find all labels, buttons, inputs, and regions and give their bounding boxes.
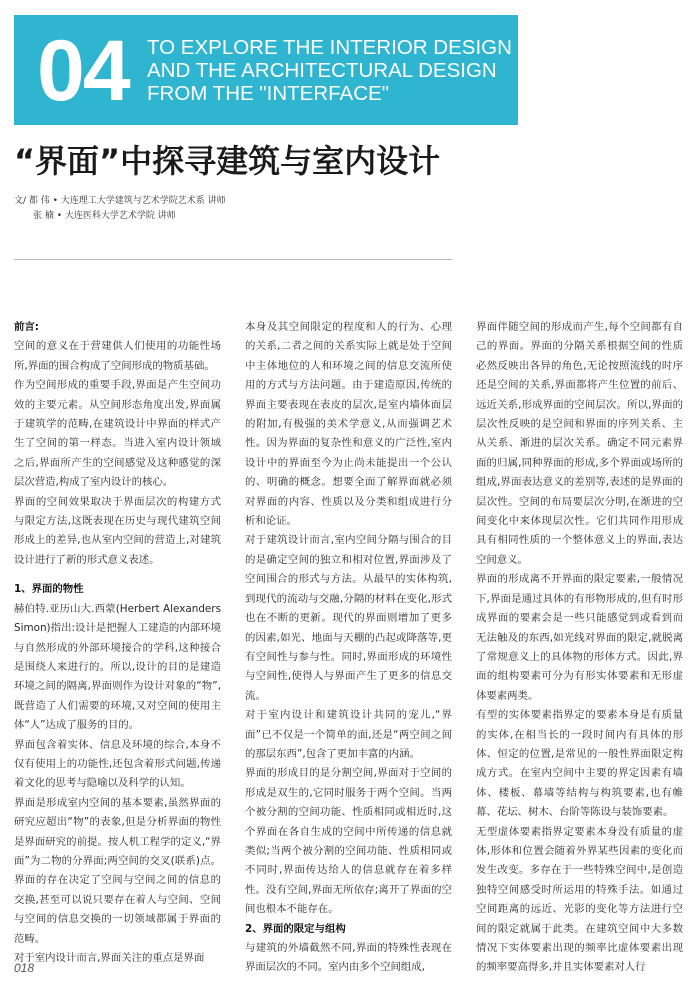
chinese-title: “界面”中探寻建筑与室内设计 bbox=[14, 142, 441, 180]
paragraph: 对于建筑设计而言,室内空间分隔与围合的目的是确定空间的独立和相对位置,界面涉及了空间围合的形式与方法。从最早的实体构筑,到现代的流动与交融,分隔的材料在变化,形式也在不断的更新。现代的界面则增加了更多的因素,如光、地面与天棚的凸起或降落等,更有空间性与参与性。同时,界面形成的环境性与空间性,使得人与界面产生了更多的信息交流。 bbox=[245, 534, 452, 702]
title-banner bbox=[14, 15, 518, 125]
paragraph: 界面的形成目的是分割空间,界面对于空间的形成是双生的,它同时服务于两个空间。当两个被分割的空间功能、性质相同或相近时,这个界面在各自生成的空间中所传递的信息就类似;当两个被分割的空间功能、性质相同或不同时,界面传达给人的信息就存在着多样性。没有空间,界面无所依存;离开了界面的空间也根本不能存在。 bbox=[245, 767, 452, 916]
paragraph: 无型虚体要素指界定要素本身没有质量的虚体,形体和位置会随着外界某些因素的变化而发生改变。多存在于一些特殊空间中,是创造独特空间感受时所运用的特殊手法。如通过空间距离的远近、光影的变化等方法进行空间的限定就属于此类。在建筑空间中大多数情况下实体要素出现的频率比虚体要素出现的频率要高得多,并且实体要素对人行 bbox=[476, 825, 683, 974]
english-title-line: AND THE ARCHITECTURAL DESIGN bbox=[147, 59, 497, 82]
paragraph: 界面伴随空间的形成而产生,每个空间都有自己的界面。界面的分隔关系根据空间的性质必然反映出各异的角色,无论按照流线的时序还是空间的关系,界面都将产生位置的前后、远近关系,形成界面的空间层次。所以,界面的层次性反映的是空间和界面的序列关系、主从关系、渐进的层次关系。确定不同元素界面的归属,同种界面的形成,多个界面或场所的组成,界面表达意义的差别等,表述的是界面的层次性。空间的布局要层次分明,在渐进的空间变化中来体现层次性。它们共同作用形成具有相同性质的一个整体意义上的界面,表达空间意义。 bbox=[476, 321, 683, 566]
paragraph: 界面包含着实体、信息及环境的综合,本身不仅有使用上的功能性,还包含着形式问题,传递着文化的思考与隐喻以及科学的认知。 bbox=[14, 738, 221, 790]
paragraph: 本身及其空间限定的程度和人的行为、心理的关系,二者之间的关系实际上就是处于空间中主体地位的人和环境之间的信息交流所使用的方式与方法问题。由于建造原因,传统的界面主要表现在表皮的层次,是室内墙体面层的附加,有极强的美术学意义,从而强调艺术性。因为界面的复杂性和意义的广泛性,室内设计中的界面至今为止尚未能提出一个公认的、明确的概念。想要全面了解界面就必须对界面的内容、性质以及分类和组成进行分析和论证。 bbox=[245, 321, 452, 528]
intro-heading: 前言: bbox=[14, 321, 39, 333]
page-number: 018 bbox=[14, 961, 35, 975]
paragraph: 界面的形成离不开界面的限定要素,一般情况下,界面是通过具体的有形物形成的,但有时形成界面的要素会是一些只能感觉到或看到而无法触及的东西,如光线对界面的限定,就脱离了常规意义上的具体物的形体方式。因此,界面的组构要素可分为有形实体要素和无形虚体要素两类。 bbox=[476, 573, 683, 702]
paragraph: 赫伯特.亚历山大.西蒙(Herbert Alexanders Simon)指出:设计是把握人工建造的内部环境与自然形成的外部环境接合的学科,这种接合是围绕人来进行的。所以,设计的目的是建造环境之间的隔离,界面则作为设计对象的“物”,既营造了人们需要的环境,又对空间的使用主体“人”达成了服务的目的。 bbox=[14, 602, 221, 732]
author-credits bbox=[14, 194, 226, 224]
paragraph: 对于室内设计而言,界面关注的重点是界面 bbox=[14, 952, 205, 964]
divider-line bbox=[14, 259, 452, 260]
section-heading: 1、界面的物性 bbox=[14, 583, 84, 596]
paragraph: 空间的意义在于营建供人们使用的功能性场所,界面的围合构成了空间形成的物质基础。 bbox=[14, 340, 221, 372]
paragraph: 对于室内设计和建筑设计共同的宠儿,“界面”已不仅是一个简单的面,还是“两空间之间的那层东西”,包含了更加丰富的内涵。 bbox=[245, 709, 452, 760]
paragraph: 作为空间形成的重要手段,界面是产生空间功效的主要元素。从空间形态角度出发,界面属于建筑学的范畴,在建筑设计中界面的样式产生了空间的第一样态。当进入室内设计领域之后,界面所产生的空间感觉及这种感觉的深层次营造,构成了室内设计的核心。 bbox=[14, 379, 221, 489]
text-column-1 bbox=[14, 318, 221, 968]
paragraph: 界面是形成室内空间的基本要素,虽然界面的研究应超出“物”的表象,但是分析界面的物性是界面研究的前提。按人机工程学的定义,“界面”为二物的分界面;两空间的交叉(联系)点。界面的存在决定了空间与空间之间的信息的交换,甚至可以说只要存在着人与空间、空间与空间的信息交换的一切领域都属于界面的范畴。 bbox=[14, 796, 221, 945]
paragraph: 与建筑的外墙截然不同,界面的特殊性表现在界面层次的不同。室内由多个空间组成, bbox=[245, 942, 452, 974]
paragraph: 有型的实体要素指界定的要素本身是有质量的实体,在相当长的一段时间内有具体的形体、恒定的位置,是常见的一般性界面限定构成方式。在室内空间中主要的界定因素有墙体、楼板、幕墙等结构与构筑要素,也有帷幕、花坛、树木、台阶等陈设与装饰要素。 bbox=[476, 709, 683, 819]
english-title-line: FROM THE "INTERFACE" bbox=[147, 82, 389, 105]
section-heading: 2、界面的限定与组构 bbox=[245, 922, 346, 935]
english-title bbox=[147, 36, 517, 105]
text-column-2 bbox=[245, 318, 452, 978]
paragraph: 界面的空间效果取决于界面层次的构建方式与限定方法,这既表现在历史与现代建筑空间形成上的差异,也从室内空间的营造上,对建筑设计进行了新的形式意义表述。 bbox=[14, 495, 221, 566]
english-title-line: TO EXPLORE THE INTERIOR DESIGN bbox=[147, 36, 512, 59]
author-line: 文/ 都 伟 • 大连理工大学建筑与艺术学院艺术系 讲师 bbox=[14, 196, 226, 206]
author-line: 张 楠 • 大连医科大学艺术学院 讲师 bbox=[33, 211, 176, 221]
text-column-3 bbox=[476, 318, 683, 978]
chapter-number: 04 bbox=[37, 23, 129, 119]
